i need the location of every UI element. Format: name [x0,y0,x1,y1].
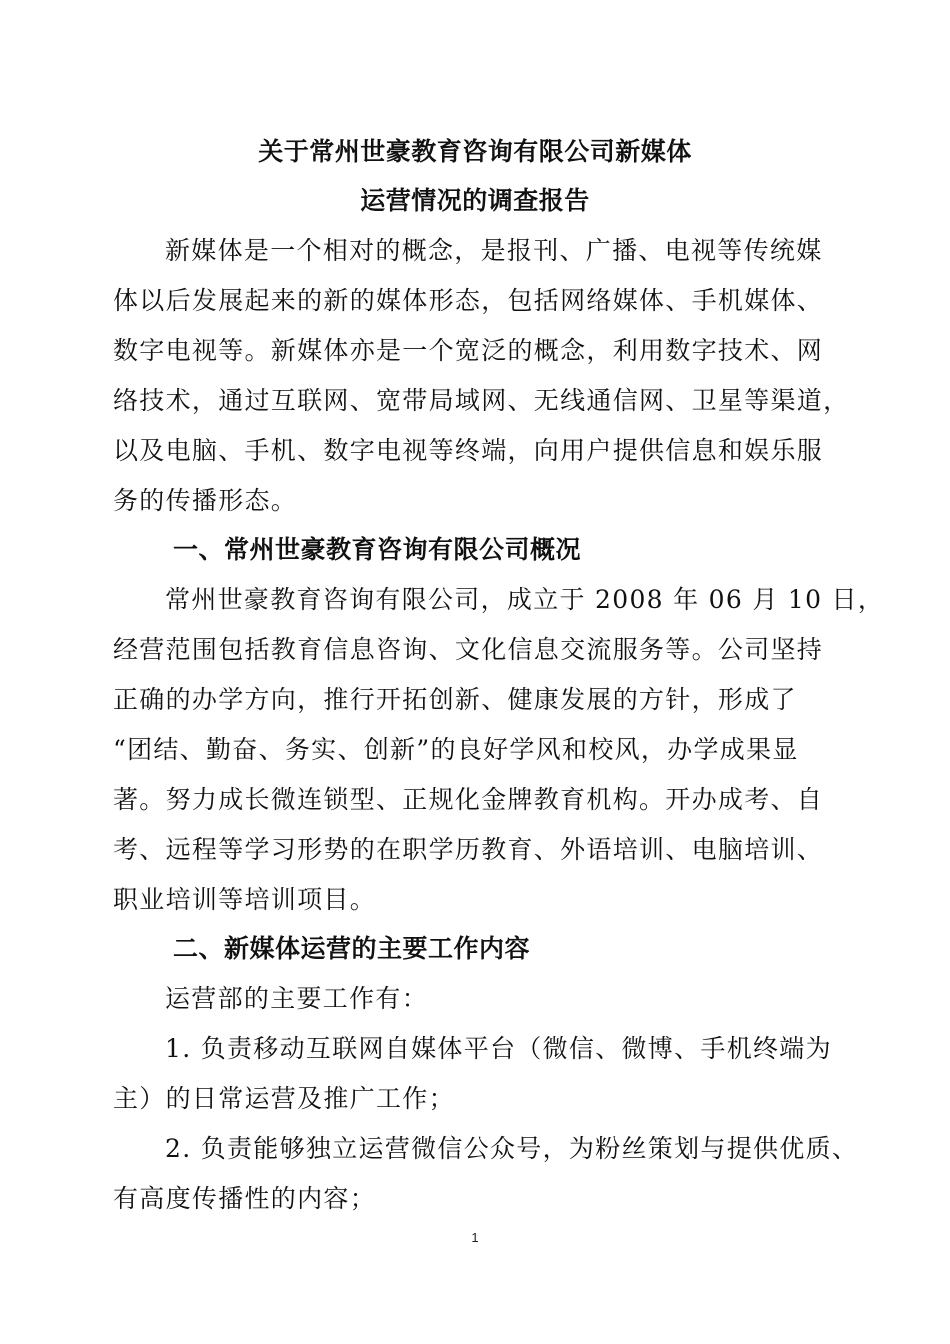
page-number: 1 [471,1230,479,1245]
intro-line: 务的传播形态。 [113,486,298,515]
section-2-heading: 二、新媒体运营的主要工作内容 [173,934,531,963]
intro-line: 络技术，通过互联网、宽带局域网、无线通信网、卫星等渠道， [113,386,850,415]
section-2-line: 主）的日常运营及推广工作； [113,1084,455,1113]
section-1-line: 常州世豪教育咨询有限公司，成立于 2008 年 06 月 10 日， [165,585,885,614]
intro-line: 以及电脑、手机、数字电视等终端，向用户提供信息和娱乐服 [113,436,824,465]
section-1-line: 著。努力成长微连锁型、正规化金牌教育机构。开办成考、自 [113,785,824,814]
section-1-line: 经营范围包括教育信息咨询、文化信息交流服务等。公司坚持 [113,635,824,664]
intro-line: 新媒体是一个相对的概念，是报刊、广播、电视等传统媒 [165,236,823,265]
section-1-line: “团结、勤奋、务实、创新”的良好学风和校风，办学成果显 [113,735,799,764]
section-1-line: 正确的办学方向，推行开拓创新、健康发展的方针，形成了 [113,685,797,714]
section-2-line: 2. 负责能够独立运营微信公众号，为粉丝策划与提供优质、 [165,1134,859,1163]
section-2-line: 运营部的主要工作有： [165,984,429,1013]
document-title-line-1: 关于常州世豪教育咨询有限公司新媒体 [258,137,692,166]
section-1-heading: 一、常州世豪教育咨询有限公司概况 [173,535,582,564]
section-1-line: 考、远程等学习形势的在职学历教育、外语培训、电脑培训、 [113,835,824,864]
intro-line: 数字电视等。新媒体亦是一个宽泛的概念，利用数字技术、网 [113,336,824,365]
section-2-line: 有高度传播性的内容； [113,1184,377,1213]
intro-line: 体以后发展起来的新的媒体形态，包括网络媒体、手机媒体、 [113,286,824,315]
document-title-line-2: 运营情况的调查报告 [360,186,590,215]
section-1-line: 职业培训等培训项目。 [113,885,377,914]
section-2-line: 1. 负责移动互联网自媒体平台（微信、微博、手机终端为 [165,1034,832,1063]
